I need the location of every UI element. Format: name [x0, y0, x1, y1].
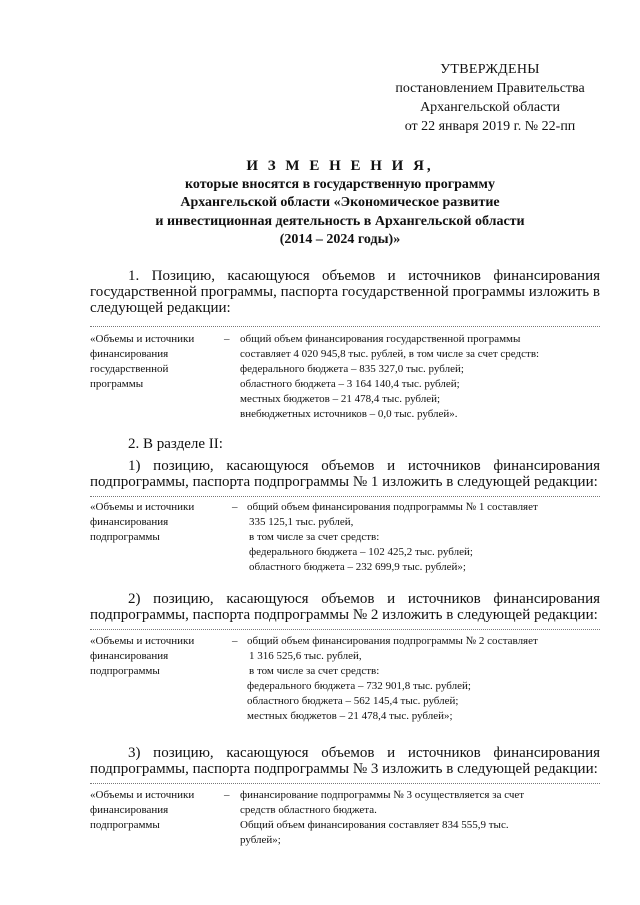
- right-line: областного бюджета – 562 145,4 тыс. рублей;: [247, 695, 459, 707]
- item-1-paragraph: [90, 458, 600, 490]
- separator-line: [90, 629, 600, 630]
- separator-line: [90, 326, 600, 327]
- approval-block: [370, 60, 610, 136]
- right-line: местных бюджетов – 21 478,4 тыс. рублей»;: [247, 710, 453, 722]
- heading-line-4: (2014 – 2024 годы)»: [279, 232, 401, 247]
- table-right-cell: [247, 500, 538, 575]
- right-line: составляет 4 020 945,8 тыс. рублей, в том числе за счет средств:: [240, 348, 540, 360]
- left-line: подпрограммы: [90, 819, 160, 831]
- heading-main: И З М Е Н Е Н И Я,: [246, 158, 434, 174]
- left-line: «Объемы и источники: [90, 789, 195, 801]
- left-line: «Объемы и источники: [90, 501, 195, 513]
- item-3-table: [90, 788, 600, 852]
- left-line: «Объемы и источники: [90, 333, 195, 345]
- left-line: финансирования: [90, 516, 169, 528]
- item-2-text: 2) позицию, касающуюся объемов и источников финансирования подпрограммы, паспорта подпрограммы № 2 изложить в следующей редакции:: [90, 591, 600, 623]
- right-line: 335 125,1 тыс. рублей,: [249, 516, 354, 528]
- section-1-paragraph: [90, 268, 600, 316]
- right-line: федерального бюджета – 732 901,8 тыс. рублей;: [247, 680, 471, 692]
- document-heading: [90, 157, 590, 250]
- left-line: «Объемы и источники: [90, 635, 195, 647]
- item-3-paragraph: [90, 745, 600, 777]
- right-line: 1 316 525,6 тыс. рублей,: [249, 650, 362, 662]
- section-1-table: [90, 332, 600, 428]
- left-line: программы: [90, 378, 144, 390]
- section-1-text: 1. Позицию, касающуюся объемов и источников финансирования государственной программы, паспорта государственной программы изложить в следующей редакции:: [90, 268, 600, 316]
- approval-line-1: постановлением Правительства: [395, 81, 585, 96]
- right-line: федерального бюджета – 835 327,0 тыс. рублей;: [240, 363, 464, 375]
- item-1-table: [90, 500, 600, 578]
- left-line: подпрограммы: [90, 531, 160, 543]
- right-line: в том числе за счет средств:: [249, 531, 380, 543]
- table-dash: –: [224, 789, 230, 801]
- approval-line-3: от 22 января 2019 г. № 22-пп: [404, 119, 576, 134]
- table-dash: –: [232, 501, 238, 513]
- item-1-text: 1) позицию, касающуюся объемов и источников финансирования подпрограммы, паспорта подпрограммы № 1 изложить в следующей редакции:: [90, 458, 600, 490]
- right-line: внебюджетных источников – 0,0 тыс. рублей».: [240, 408, 458, 420]
- section-2-heading: [90, 436, 600, 452]
- table-dash: –: [232, 635, 238, 647]
- right-line: общий объем финансирования подпрограммы № 2 составляет: [247, 635, 538, 647]
- item-2-table: [90, 634, 600, 730]
- heading-line-3: и инвестиционная деятельность в Архангельской области: [155, 213, 525, 229]
- right-line: финансирование подпрограммы № 3 осуществляется за счет: [240, 789, 525, 801]
- separator-line: [90, 496, 600, 497]
- right-line: областного бюджета – 3 164 140,4 тыс. рублей;: [240, 378, 460, 390]
- right-line: Общий объем финансирования составляет 834 555,9 тыс.: [240, 819, 509, 831]
- table-dash: –: [224, 333, 230, 345]
- approval-title: УТВЕРЖДЕНЫ: [440, 62, 540, 77]
- table-left-cell: [90, 634, 215, 679]
- section-2-heading-text: 2. В разделе II:: [128, 436, 223, 452]
- left-line: финансирования: [90, 804, 169, 816]
- item-3-text: 3) позицию, касающуюся объемов и источников финансирования подпрограммы, паспорта подпрограммы № 3 изложить в следующей редакции:: [90, 745, 600, 777]
- table-right-cell: [247, 634, 538, 724]
- left-line: финансирования: [90, 650, 169, 662]
- item-2-paragraph: [90, 591, 600, 623]
- right-line: общий объем финансирования подпрограммы № 1 составляет: [247, 501, 538, 513]
- approval-line-2: Архангельской области: [420, 100, 560, 115]
- table-left-cell: [90, 332, 215, 392]
- separator-line: [90, 783, 600, 784]
- table-right-cell: [240, 332, 539, 422]
- right-line: областного бюджета – 232 699,9 тыс. рублей»;: [249, 561, 466, 573]
- left-line: подпрограммы: [90, 665, 160, 677]
- right-line: федерального бюджета – 102 425,2 тыс. рублей;: [249, 546, 473, 558]
- table-left-cell: [90, 788, 215, 833]
- table-left-cell: [90, 500, 215, 545]
- heading-line-1: которые вносятся в государственную программу: [185, 176, 495, 192]
- right-line: средств областного бюджета.: [240, 804, 377, 816]
- table-right-cell: [240, 788, 524, 848]
- right-line: местных бюджетов – 21 478,4 тыс. рублей;: [240, 393, 441, 405]
- right-line: общий объем финансирования государственной программы: [240, 333, 521, 345]
- right-line: рублей»;: [240, 834, 281, 846]
- heading-line-2: Архангельской области «Экономическое развитие: [180, 195, 500, 210]
- left-line: государственной: [90, 363, 169, 375]
- right-line: в том числе за счет средств:: [249, 665, 380, 677]
- left-line: финансирования: [90, 348, 169, 360]
